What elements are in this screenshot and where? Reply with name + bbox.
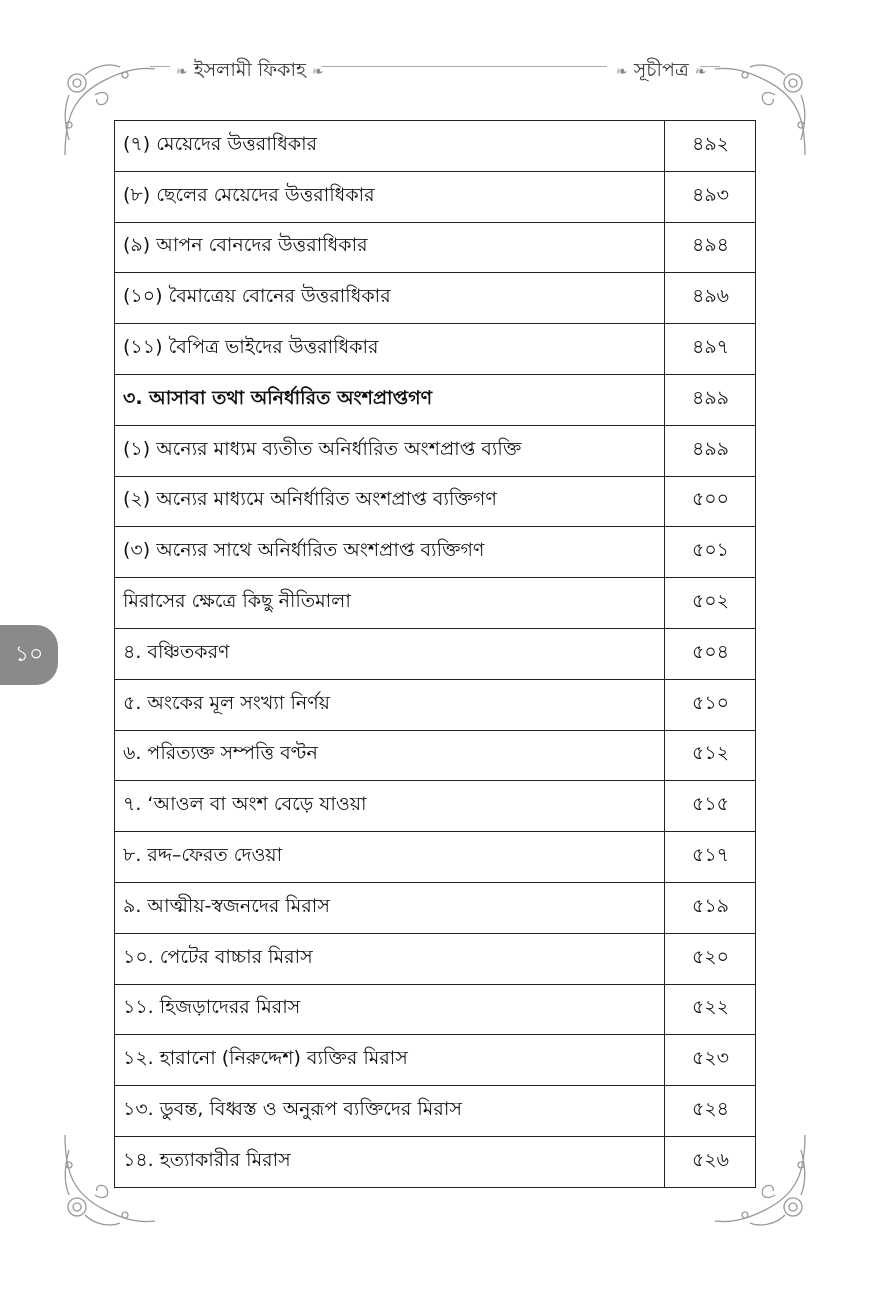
toc-entry-page: ৫২৪ xyxy=(665,1086,756,1137)
toc-entry-page: ৫২৩ xyxy=(665,1035,756,1086)
toc-entry-page: ৫১৫ xyxy=(665,781,756,832)
toc-entry-page: ৪৯৯ xyxy=(665,425,756,476)
toc-entry-title: (৩) অন্যের সাথে অনির্ধারিত অংশপ্রাপ্ত ব্যক্তিগণ xyxy=(115,527,665,578)
toc-entry-title: মিরাসের ক্ষেত্রে কিছু নীতিমালা xyxy=(115,578,665,629)
toc-entry-title: (১) অন্যের মাধ্যম ব্যতীত অনির্ধারিত অংশপ্রাপ্ত ব্যক্তি xyxy=(115,425,665,476)
table-row[interactable] xyxy=(115,933,756,984)
table-row[interactable] xyxy=(115,425,756,476)
table-row[interactable] xyxy=(115,374,756,425)
toc-entry-title: ৫. অংকের মূল সংখ্যা নির্ণয় xyxy=(115,679,665,730)
table-row[interactable] xyxy=(115,273,756,324)
toc-entry-page: ৪৯৩ xyxy=(665,171,756,222)
header-rule xyxy=(150,66,170,67)
running-header-section-title xyxy=(610,56,713,88)
toc-entry-page: ৫২০ xyxy=(665,933,756,984)
table-row[interactable] xyxy=(115,324,756,375)
table-row[interactable] xyxy=(115,730,756,781)
table-row[interactable] xyxy=(115,578,756,629)
page-number-tab: ১০ xyxy=(0,625,58,685)
toc-entry-page: ৪৯৬ xyxy=(665,273,756,324)
toc-entry-title: ৪. বঞ্চিতকরণ xyxy=(115,628,665,679)
table-row[interactable] xyxy=(115,628,756,679)
toc-entry-page: ৫২২ xyxy=(665,984,756,1035)
toc-entry-title: (২) অন্যের মাধ্যমে অনির্ধারিত অংশপ্রাপ্ত ব্যক্তিগণ xyxy=(115,476,665,527)
table-row[interactable] xyxy=(115,222,756,273)
toc-entry-page: ৫১২ xyxy=(665,730,756,781)
toc-entry-title: ১১. হিজড়াদেরর মিরাস xyxy=(115,984,665,1035)
toc-entry-title: ৬. পরিত্যক্ত সম্পত্তি বণ্টন xyxy=(115,730,665,781)
toc-entry-page: ৫১০ xyxy=(665,679,756,730)
table-row[interactable] xyxy=(115,781,756,832)
toc-entry-title: ১৪. হত্যাকারীর মিরাস xyxy=(115,1136,665,1187)
toc-entry-page: ৪৯২ xyxy=(665,121,756,172)
table-row[interactable] xyxy=(115,832,756,883)
table-row[interactable] xyxy=(115,1035,756,1086)
ornament-icon: ❧ xyxy=(694,64,707,80)
table-row[interactable] xyxy=(115,679,756,730)
toc-entry-page: ৫০০ xyxy=(665,476,756,527)
toc-entry-title: ৭. ‘আওল বা অংশ বেড়ে যাওয়া xyxy=(115,781,665,832)
ornament-icon: ❧ xyxy=(176,64,188,80)
toc-entry-title: (১০) বৈমাত্রেয় বোনের উত্তরাধিকার xyxy=(115,273,665,324)
ornament-icon: ❧ xyxy=(311,64,324,80)
toc-entry-title: (১১) বৈপিত্র ভাইদের উত্তরাধিকার xyxy=(115,324,665,375)
table-row[interactable] xyxy=(115,171,756,222)
toc-entry-title: ১০. পেটের বাচ্চার মিরাস xyxy=(115,933,665,984)
running-header-book-title xyxy=(170,56,330,88)
table-row[interactable] xyxy=(115,527,756,578)
section-title: সূচীপত্র xyxy=(633,59,689,81)
table-row[interactable] xyxy=(115,984,756,1035)
toc-entry-page: ৫১৯ xyxy=(665,882,756,933)
toc-entry-page: ৪৯৯ xyxy=(665,374,756,425)
toc-entry-title: ১৩. ডুবন্ত, বিধ্বস্ত ও অনুরূপ ব্যক্তিদের মিরাস xyxy=(115,1086,665,1137)
table-row[interactable] xyxy=(115,476,756,527)
table-row[interactable] xyxy=(115,882,756,933)
toc-entry-title: (৮) ছেলের মেয়েদের উত্তরাধিকার xyxy=(115,171,665,222)
toc-entry-title: (৭) মেয়েদের উত্তরাধিকার xyxy=(115,121,665,172)
toc-entry-page: ৫০৪ xyxy=(665,628,756,679)
toc-entry-title: (৯) আপন বোনদের উত্তরাধিকার xyxy=(115,222,665,273)
toc-entry-page: ৫১৭ xyxy=(665,832,756,883)
toc-entry-page: ৫২৬ xyxy=(665,1136,756,1187)
toc-entry-page: ৫০২ xyxy=(665,578,756,629)
table-row[interactable] xyxy=(115,121,756,172)
book-title: ইসলামী ফিকাহ xyxy=(193,59,306,81)
table-row[interactable] xyxy=(115,1136,756,1187)
header-rule xyxy=(322,66,607,67)
toc-entry-title: ৮. রদ্দ–ফেরত দেওয়া xyxy=(115,832,665,883)
table-row[interactable] xyxy=(115,1086,756,1137)
toc-entry-title: ৩. আসাবা তথা অনির্ধারিত অংশপ্রাপ্তগণ xyxy=(115,374,665,425)
ornament-icon: ❧ xyxy=(616,64,628,80)
toc-entry-page: ৪৯৭ xyxy=(665,324,756,375)
toc-entry-page: ৫০১ xyxy=(665,527,756,578)
toc-entry-page: ৪৯৪ xyxy=(665,222,756,273)
table-of-contents xyxy=(114,120,756,1188)
toc-entry-title: ১২. হারানো (নিরুদ্দেশ) ব্যক্তির মিরাস xyxy=(115,1035,665,1086)
toc-entry-title: ৯. আত্মীয়-স্বজনদের মিরাস xyxy=(115,882,665,933)
